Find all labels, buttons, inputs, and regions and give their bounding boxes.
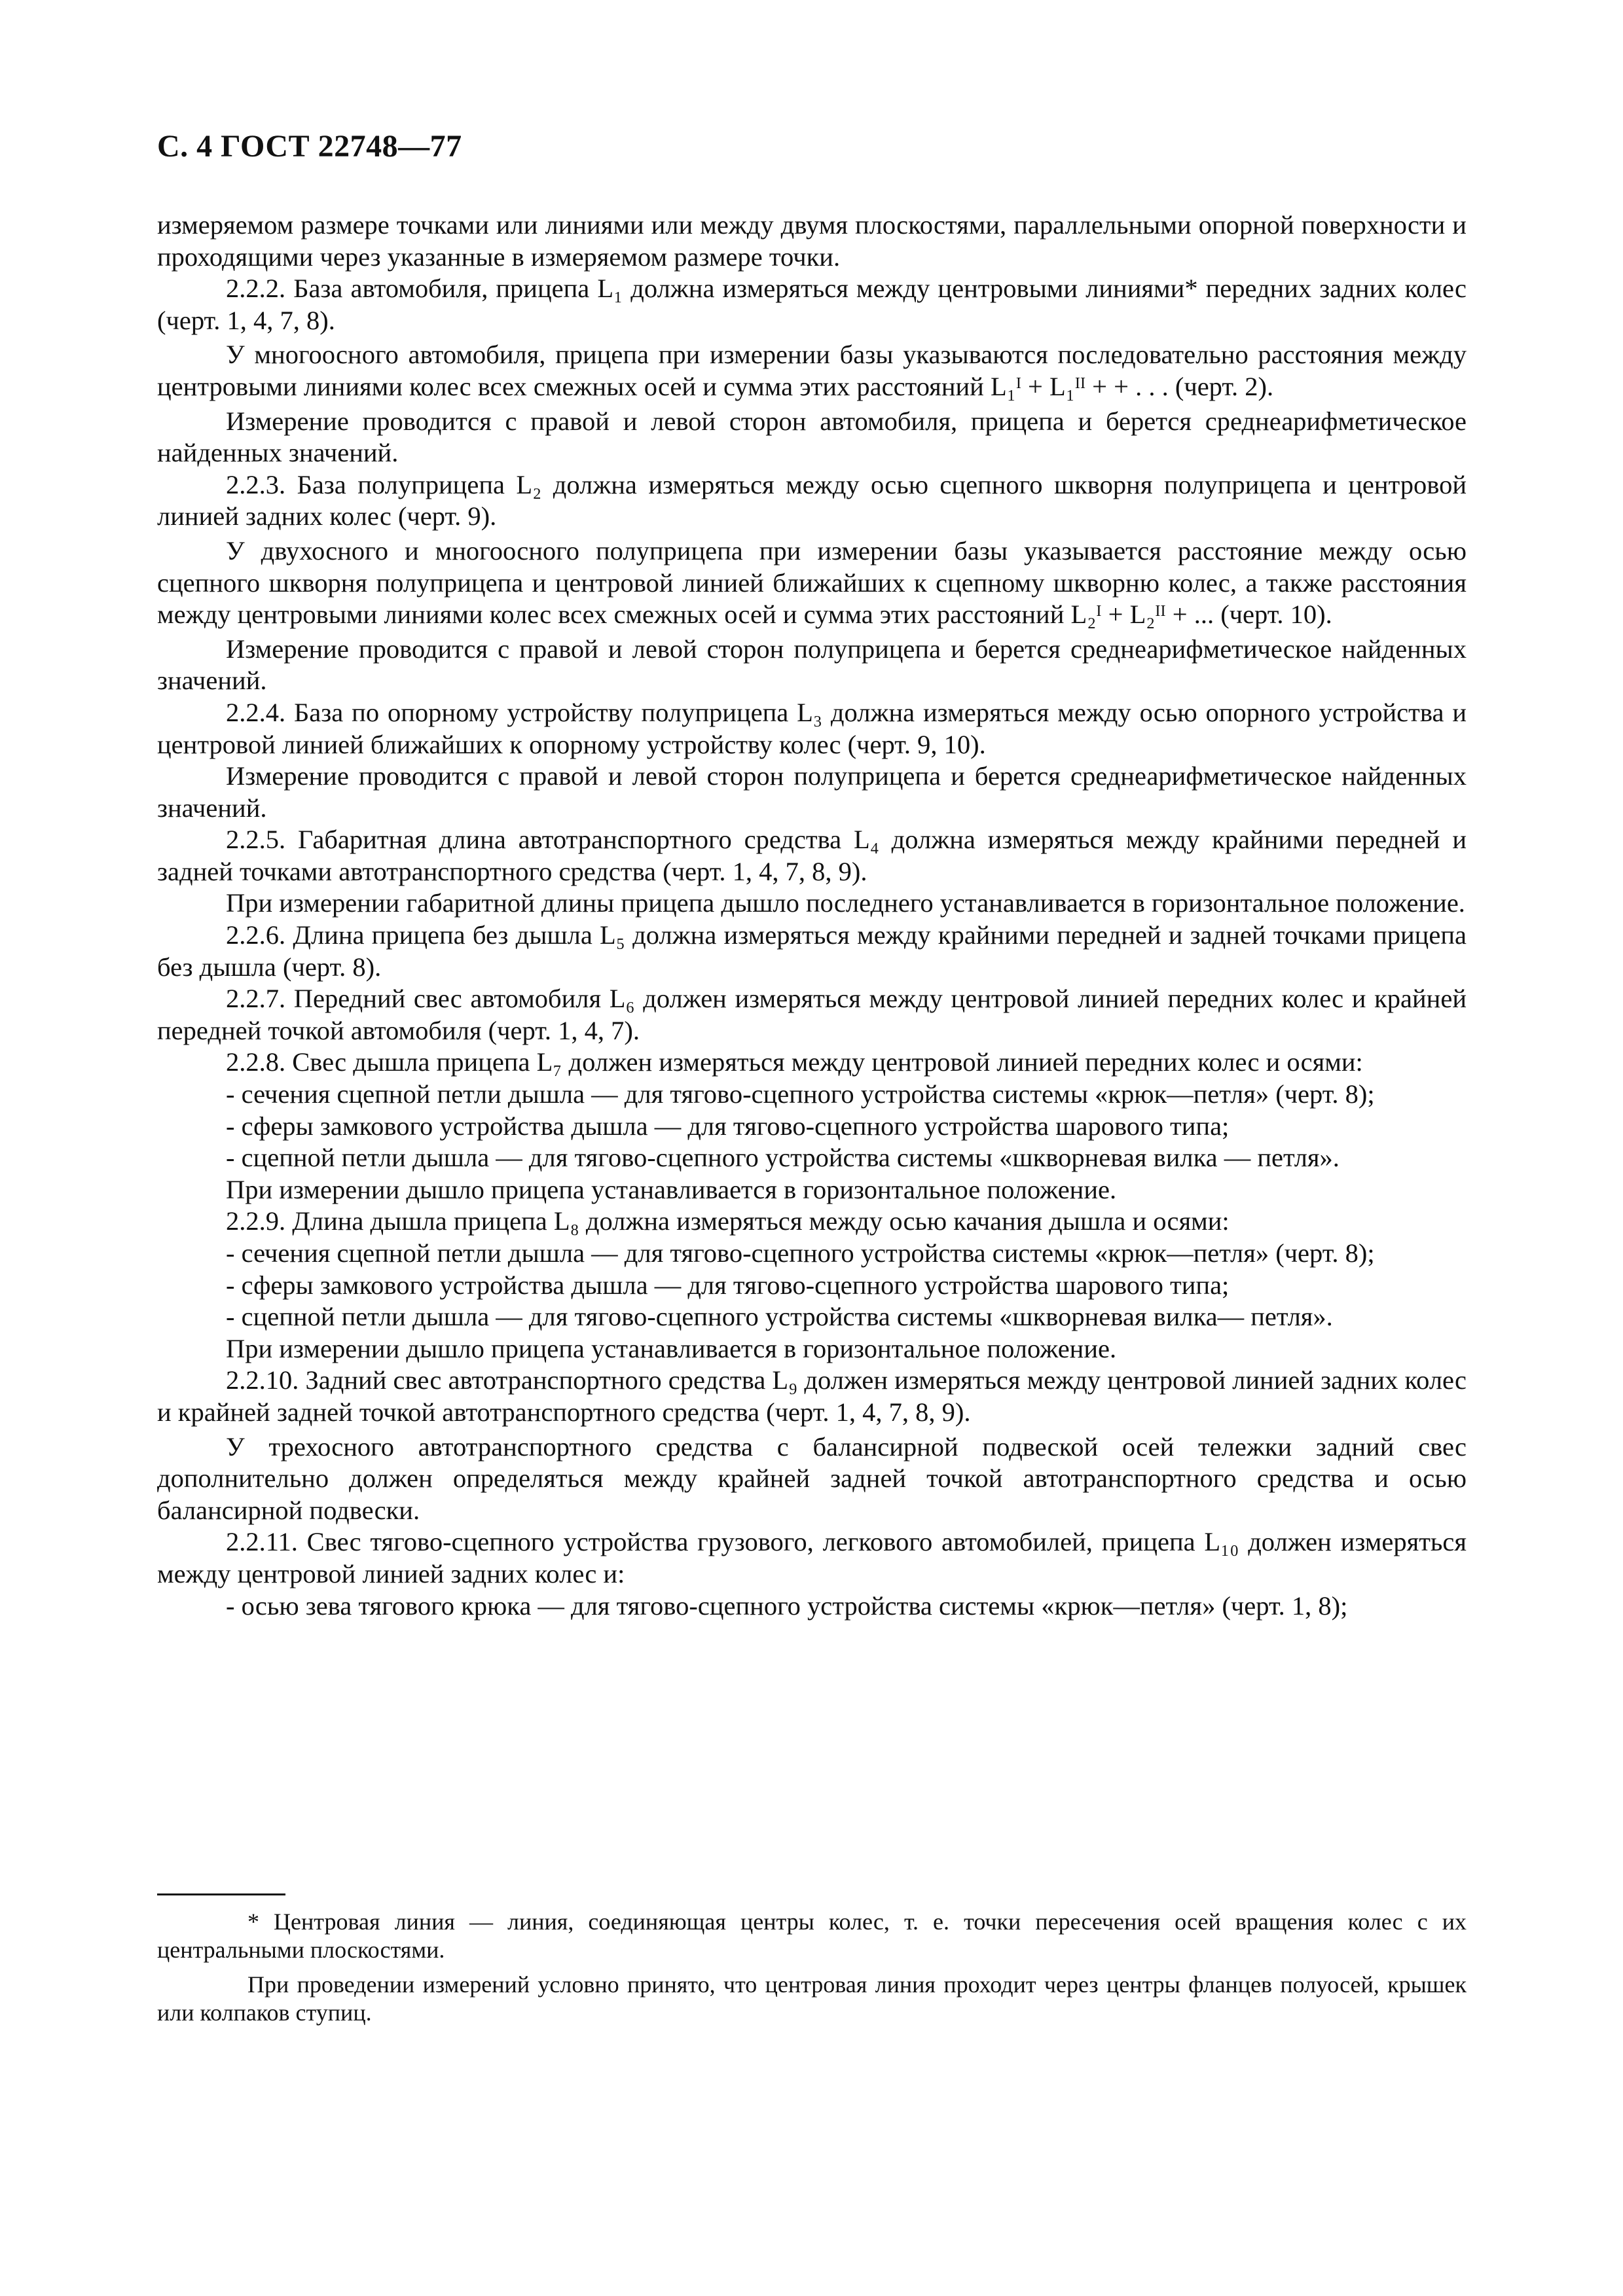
- paragraph: У двухосного и многоосного полуприцепа при измерении базы указывается расстояние между осью сцепного шкворня полуприцепа и центровой линией ближайших к сцепному шкворню колес, а также расстояния между центровыми линиями колес всех смежных осей и сумма этих расстояний L₂ᴵ + L₂ᴵᴵ + ... (черт. 10).: [157, 535, 1467, 630]
- footnote: При проведении измерений условно принято, что центровая линия проходит через центры фланцев полуосей, крышек или колпаков ступиц.: [157, 1971, 1467, 2026]
- list-item: - сцепной петли дышла — для тягово-сцепного устройства системы «шкворневая вилка — петля».: [226, 1143, 1340, 1173]
- paragraph: При измерении дышло прицепа устанавливается в горизонтальное положение.: [226, 1174, 1117, 1204]
- paragraph: измеряемом размере точками или линиями или между двумя плоскостями, параллельными опорной поверхности и проходящими через указанные в измеряемом размере точки.: [157, 210, 1467, 272]
- page-header: С. 4 ГОСТ 22748—77: [157, 129, 462, 164]
- paragraph: 2.2.2. База автомобиля, прицепа L₁ должна измеряться между центровыми линиями* передних задних колес (черт. 1, 4, 7, 8).: [157, 274, 1467, 335]
- footnote: * Центровая линия — линия, соединяющая центры колес, т. е. точки пересечения осей вращения колес с их центральными плоскостями.: [157, 1909, 1467, 1963]
- list-item: - сечения сцепной петли дышла — для тягово-сцепного устройства системы «крюк—петля» (черт. 8);: [226, 1079, 1375, 1109]
- paragraph: 2.2.3. База полуприцепа L₂ должна измеряться между осью сцепного шкворня полуприцепа и центровой линией задних колес (черт. 9).: [157, 469, 1467, 531]
- paragraph: Измерение проводится с правой и левой сторон полуприцепа и берется среднеарифметическое найденных значений.: [157, 634, 1467, 696]
- paragraph: 2.2.4. База по опорному устройству полуприцепа L₃ должна измеряться между осью опорного устройства и центровой линией ближайших к опорному устройству колес (черт. 9, 10).: [157, 697, 1467, 759]
- list-item: - сферы замкового устройства дышла — для тягово-сцепного устройства шарового типа;: [226, 1270, 1230, 1300]
- paragraph: 2.2.11. Свес тягово-сцепного устройства грузового, легкового автомобилей, прицепа L₁₀ должен измеряться между центровой линией задних колес и:: [157, 1527, 1467, 1588]
- paragraph: При измерении габаритной длины прицепа дышло последнего устанавливается в горизонтальное положение.: [226, 888, 1465, 918]
- paragraph: При измерении дышло прицепа устанавливается в горизонтальное положение.: [226, 1333, 1117, 1363]
- paragraph: 2.2.7. Передний свес автомобиля L₆ должен измеряться между центровой линией передних колес и крайней передней точкой автомобиля (черт. 1, 4, 7).: [157, 984, 1467, 1045]
- paragraph: 2.2.8. Свес дышла прицепа L₇ должен измеряться между центровой линией передних колес и осями:: [226, 1047, 1363, 1077]
- paragraph: 2.2.6. Длина прицепа без дышла L₅ должна измеряться между крайними передней и задней точками прицепа без дышла (черт. 8).: [157, 920, 1467, 982]
- list-item: - сцепной петли дышла — для тягово-сцепного устройства системы «шкворневая вилка— петля».: [226, 1302, 1333, 1332]
- footnotes: [157, 1908, 1467, 2027]
- paragraph: У многоосного автомобиля, прицепа при измерении базы указываются последовательно расстояния между центровыми линиями колес всех смежных осей и сумма этих расстояний L₁ᴵ + L₁ᴵᴵ + + . . . (черт. 2).: [157, 340, 1467, 401]
- paragraph: У трехосного автотранспортного средства с балансирной подвеской осей тележки задний свес дополнительно должен определяться между крайней задней точкой автотранспортного средства и осью балансирной подвески.: [157, 1431, 1467, 1525]
- paragraph: 2.2.9. Длина дышла прицепа L₈ должна измеряться между осью качания дышла и осями:: [226, 1206, 1230, 1236]
- paragraph: 2.2.10. Задний свес автотранспортного средства L₉ должен измеряться между центровой линией задних колес и крайней задней точкой автотранспортного средства (черт. 1, 4, 7, 8, 9).: [157, 1365, 1467, 1427]
- paragraph: Измерение проводится с правой и левой сторон полуприцепа и берется среднеарифметическое найденных значений.: [157, 761, 1467, 823]
- list-item: - осью зева тягового крюка — для тягово-сцепного устройства системы «крюк—петля» (черт. 1, 8);: [226, 1590, 1348, 1621]
- list-item: - сферы замкового устройства дышла — для тягово-сцепного устройства шарового типа;: [226, 1111, 1230, 1141]
- paragraph: 2.2.5. Габаритная длина автотранспортного средства L₄ должна измеряться между крайними передней и задней точками автотранспортного средства (черт. 1, 4, 7, 8, 9).: [157, 825, 1467, 886]
- list-item: - сечения сцепной петли дышла — для тягово-сцепного устройства системы «крюк—петля» (черт. 8);: [226, 1238, 1375, 1268]
- document-body: [157, 209, 1467, 1622]
- footnote-divider: [157, 1893, 285, 1895]
- paragraph: Измерение проводится с правой и левой сторон автомобиля, прицепа и берется среднеарифметическое найденных значений.: [157, 406, 1467, 468]
